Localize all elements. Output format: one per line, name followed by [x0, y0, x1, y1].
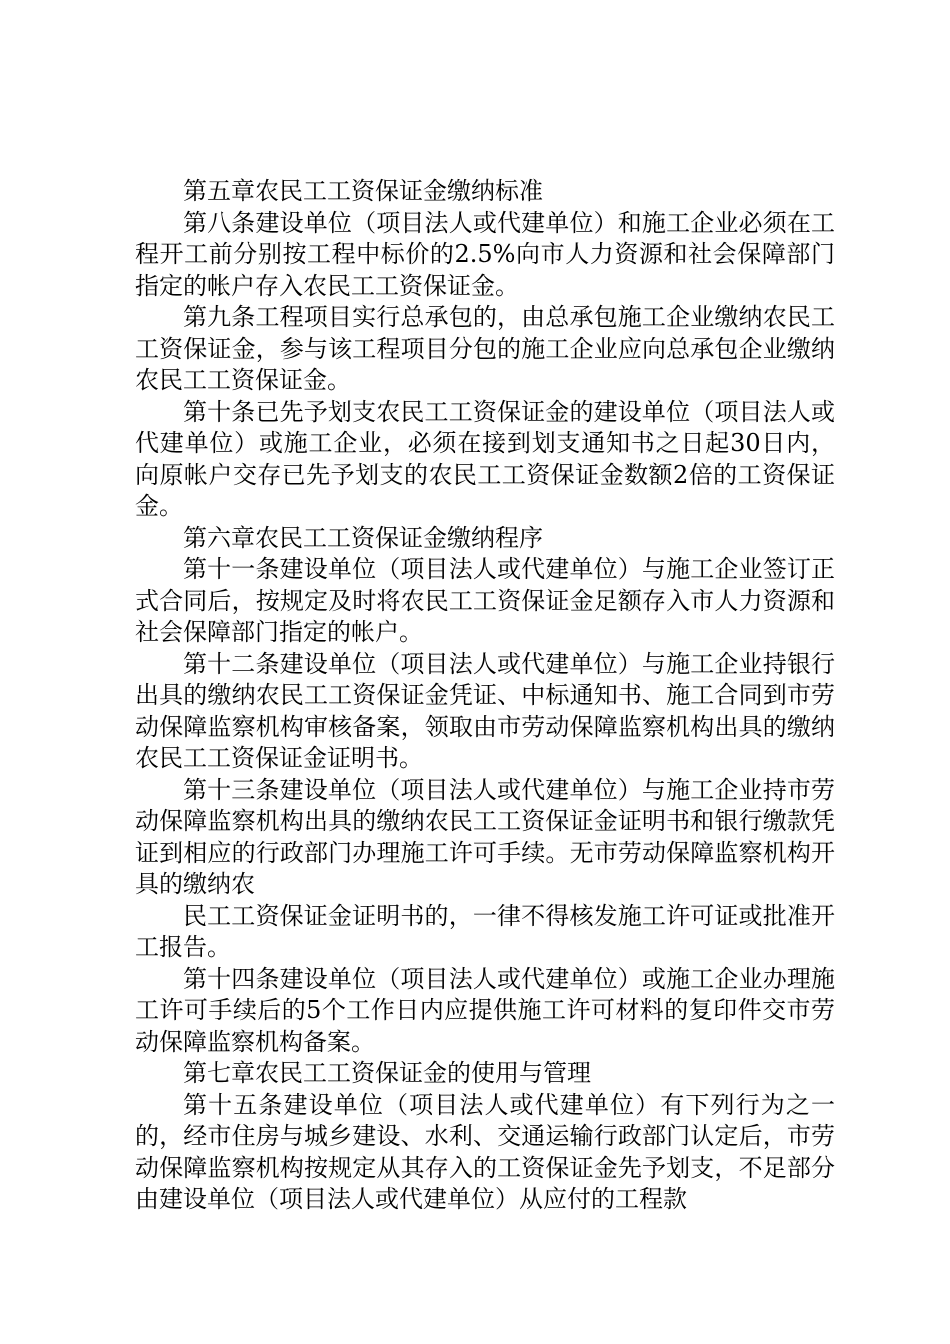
article-paragraph: 第十一条建设单位（项目法人或代建单位）与施工企业签订正式合同后，按规定及时将农民工工资保证金足额存入市人力资源和社会保障部门指定的帐户。 [135, 555, 835, 646]
chapter-heading: 第六章农民工工资保证金缴纳程序 [183, 523, 543, 552]
document-page [135, 176, 835, 1216]
article-paragraph: 第八条建设单位（项目法人或代建单位）和施工企业必须在工程开工前分别按工程中标价的2.5%向市人力资源和社会保障部门指定的帐户存入农民工工资保证金。 [135, 208, 835, 300]
article-paragraph: 第十二条建设单位（项目法人或代建单位）与施工企业持银行出具的缴纳农民工工资保证金凭证、中标通知书、施工合同到市劳动保障监察机构审核备案，领取由市劳动保障监察机构出具的缴纳农民工工资保证金证明书。 [135, 649, 835, 772]
article-paragraph: 民工工资保证金证明书的，一律不得核发施工许可证或批准开工报告。 [135, 901, 835, 961]
chapter-heading: 第七章农民工工资保证金的使用与管理 [183, 1059, 591, 1087]
article-paragraph: 第九条工程项目实行总承包的，由总承包施工企业缴纳农民工工资保证金，参与该工程项目分包的施工企业应向总承包企业缴纳农民工工资保证金。 [135, 303, 835, 394]
article-paragraph: 第十五条建设单位（项目法人或代建单位）有下列行为之一的，经市住房与城乡建设、水利、交通运输行政部门认定后，市劳动保障监察机构按规定从其存入的工资保证金先予划支，不足部分由建设单位（项目法人或代建单位）从应付的工程款 [135, 1090, 835, 1213]
chapter-heading: 第五章农民工工资保证金缴纳标准 [183, 177, 543, 205]
article-paragraph: 第十条已先予划支农民工工资保证金的建设单位（项目法人或代建单位）或施工企业，必须在接到划支通知书之日起30日内，向原帐户交存已先予划支的农民工工资保证金数额2倍的工资保证金。 [135, 397, 835, 520]
article-paragraph: 第十四条建设单位（项目法人或代建单位）或施工企业办理施工许可手续后的5个工作日内应提供施工许可材料的复印件交市劳动保障监察机构备案。 [135, 964, 835, 1056]
article-paragraph: 第十三条建设单位（项目法人或代建单位）与施工企业持市劳动保障监察机构出具的缴纳农民工工资保证金证明书和银行缴款凭证到相应的行政部门办理施工许可手续。无市劳动保障监察机构开具的缴纳农 [135, 775, 835, 898]
